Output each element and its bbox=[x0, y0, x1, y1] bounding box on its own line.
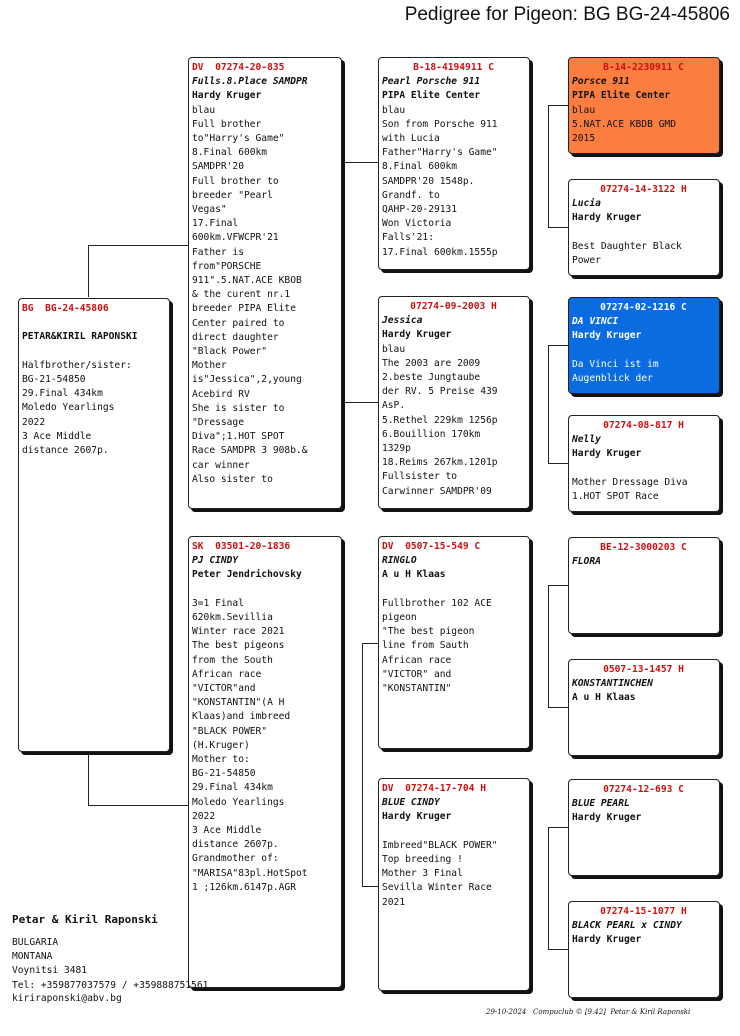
info-line: direct daughter bbox=[192, 331, 279, 343]
connector-line bbox=[548, 585, 549, 707]
info-line: Center paired to bbox=[192, 317, 285, 329]
breeder-name: A u H Klaas bbox=[382, 569, 446, 581]
sire-sire-dam-card[interactable] bbox=[568, 179, 720, 276]
info-line: Fullbrother 102 ACE bbox=[382, 597, 492, 609]
pigeon-name: RINGLO bbox=[382, 555, 417, 567]
pigeon-name: FLORA bbox=[572, 556, 601, 568]
info-line: 1 ;126km.6147p.AGR bbox=[192, 881, 296, 893]
info-line: breeder "Pearl bbox=[192, 189, 273, 201]
connector-line bbox=[342, 162, 343, 402]
info-line: (H.Kruger) bbox=[192, 739, 250, 751]
breeder-name: Hardy Kruger bbox=[572, 330, 642, 342]
connector-line bbox=[362, 643, 363, 886]
info-line: distance 2607p. bbox=[192, 839, 279, 851]
info-line: African race bbox=[382, 654, 452, 666]
pigeon-name: BLUE CINDY bbox=[382, 797, 440, 809]
info-line: Fullsister to bbox=[382, 471, 458, 483]
info-line: Best Daughter Black bbox=[572, 240, 682, 252]
info-line: "Dressage bbox=[192, 417, 244, 429]
pigeon-name: KONSTANTINCHEN bbox=[572, 678, 653, 690]
connector-line bbox=[548, 585, 568, 586]
info-line: 620km.Sevillia bbox=[192, 612, 273, 623]
ring-number: 07274-09-2003 H bbox=[410, 301, 497, 312]
info-line: Moledo Yearlings bbox=[22, 402, 115, 414]
info-line: 6.Bouillion 170km bbox=[382, 428, 481, 440]
address-line: BULGARIA bbox=[12, 937, 59, 948]
connector-line bbox=[548, 707, 568, 708]
info-line: Augenblick der bbox=[572, 373, 653, 384]
info-line bbox=[192, 583, 337, 597]
info-line: Power bbox=[572, 255, 601, 266]
info-line: 8.Final 600km bbox=[382, 161, 458, 173]
info-line: with Lucia bbox=[382, 133, 440, 145]
info-line: 1.HOT SPOT Race bbox=[572, 491, 659, 502]
info-line: Father is bbox=[192, 246, 244, 258]
connector-line bbox=[548, 827, 568, 828]
dam-dam-dam-card[interactable] bbox=[568, 901, 720, 998]
breeder-name: Peter Jendrichovsky bbox=[192, 569, 302, 581]
pigeon-name: DA VINCI bbox=[572, 316, 619, 328]
breeder-name: Hardy Kruger bbox=[572, 934, 642, 946]
info-line: 1329p bbox=[382, 443, 411, 455]
connector-line bbox=[548, 227, 568, 228]
info-line: Mother 3 Final bbox=[382, 868, 463, 880]
info-line: & the curent nr.1 bbox=[192, 289, 291, 301]
info-line: Moledo Yearlings bbox=[192, 796, 285, 808]
info-line: 5.Rethel 229km 1256p bbox=[382, 414, 498, 426]
info-line: BG-21-54850 bbox=[22, 373, 86, 385]
info-line: Grandmother of: bbox=[192, 853, 279, 865]
dam-card[interactable] bbox=[188, 536, 342, 988]
info-line: Imbreed"BLACK POWER" bbox=[382, 839, 498, 851]
info-line: "BLACK POWER" bbox=[192, 725, 268, 737]
info-line: is"Jessica",2,young bbox=[192, 374, 302, 386]
info-line: Father"Harry's Game" bbox=[382, 147, 498, 159]
connector-line bbox=[548, 827, 549, 949]
info-line: Falls'21: bbox=[382, 232, 434, 244]
connector-line bbox=[548, 105, 568, 106]
dam-sire-card[interactable] bbox=[378, 536, 530, 749]
connector-line bbox=[548, 345, 568, 346]
info-line: African race bbox=[192, 668, 262, 680]
info-line: to"Harry's Game" bbox=[192, 133, 285, 145]
info-line bbox=[382, 583, 525, 597]
info-line: 3 Ace Middle bbox=[22, 430, 92, 442]
ring-number: 07274-12-693 C bbox=[603, 784, 684, 795]
connector-line bbox=[342, 402, 378, 403]
connector-line bbox=[548, 105, 549, 227]
info-line: Klaas)and imbreed bbox=[192, 711, 291, 723]
breeder-name: Hardy Kruger bbox=[572, 212, 642, 224]
connector-line bbox=[548, 949, 568, 950]
breeder-name: Hardy Kruger bbox=[382, 811, 452, 823]
ring-number: 07274-14-3122 H bbox=[600, 184, 687, 195]
info-line: 2021 bbox=[382, 896, 406, 908]
info-line: 2022 bbox=[192, 810, 216, 822]
info-line: "KONSTANTIN" bbox=[382, 683, 452, 695]
pigeon-name: PJ CINDY bbox=[192, 555, 239, 567]
info-line bbox=[572, 344, 715, 358]
connector-line bbox=[88, 805, 188, 806]
info-line: "MARISA"83pl.HotSpot bbox=[192, 867, 308, 879]
info-line: Race SAMDPR 3 908b.& bbox=[192, 445, 308, 457]
info-line: Halfbrother/sister: bbox=[22, 359, 132, 371]
info-line: blau bbox=[382, 104, 406, 116]
info-line: distance 2607p. bbox=[22, 445, 109, 456]
info-line: 2.beste Jungtaube bbox=[382, 372, 481, 384]
info-line: Carwinner SAMDPR'09 bbox=[382, 485, 492, 497]
dam-sire-dam-card[interactable] bbox=[568, 659, 720, 756]
ring-number: B-14-2230911 C bbox=[603, 62, 684, 73]
info-line: SAMDPR'20 1548p. bbox=[382, 175, 475, 187]
info-line: Diva";1.HOT SPOT bbox=[192, 431, 285, 443]
info-line: 2022 bbox=[22, 416, 46, 428]
info-line: 2015 bbox=[572, 133, 596, 145]
ring-number: SK 03501-20-1836 bbox=[192, 541, 291, 552]
info-line: Mother to: bbox=[192, 754, 250, 766]
address-line: Voynitsi 3481 bbox=[12, 965, 88, 977]
info-line: "KONSTANTIN"(A H bbox=[192, 697, 285, 709]
breeder-name: PIPA Elite Center bbox=[572, 90, 671, 102]
pigeon-name: Lucia bbox=[572, 198, 601, 210]
info-line: 600km.VFWCPR'21 bbox=[192, 232, 279, 244]
info-line: Mother bbox=[192, 360, 227, 372]
pigeon-name: Fulls.8.Place SAMDPR bbox=[192, 76, 308, 88]
info-line: pigeon bbox=[382, 612, 417, 623]
subject-pigeon-card[interactable] bbox=[18, 298, 170, 752]
phone-line: Tel: +359877037579 / +359888751561 bbox=[12, 979, 209, 991]
ring-number: DV 0507-15-549 C bbox=[382, 541, 481, 552]
info-line bbox=[572, 462, 715, 476]
breeder-name: Hardy Kruger bbox=[382, 329, 452, 341]
info-line: 17.Final bbox=[192, 218, 239, 230]
info-line: 3=1 Final bbox=[192, 597, 244, 609]
info-line: from"PORSCHE bbox=[192, 260, 262, 272]
breeder-name: Hardy Kruger bbox=[572, 812, 642, 824]
info-line: blau bbox=[572, 104, 596, 116]
info-line: The best pigeons bbox=[192, 640, 285, 652]
info-line: 17.Final 600km.1555p bbox=[382, 246, 498, 258]
info-line: Also sister to bbox=[192, 473, 273, 485]
ring-number: B-18-4194911 C bbox=[413, 62, 494, 73]
sire-sire-sire-card[interactable] bbox=[568, 57, 720, 154]
info-line: Grandf. to bbox=[382, 189, 440, 201]
pigeon-name: Nelly bbox=[572, 434, 601, 446]
connector-line bbox=[548, 345, 549, 463]
owner-name: Petar & Kiril Raponski bbox=[12, 913, 158, 926]
info-line: blau bbox=[382, 343, 406, 355]
info-line: 3 Ace Middle bbox=[192, 825, 262, 837]
info-line: AsP. bbox=[382, 400, 406, 412]
breeder-name: A u H Klaas bbox=[572, 692, 636, 704]
pigeon-name: Porsce 911 bbox=[572, 76, 630, 88]
sire-dam-dam-card[interactable] bbox=[568, 415, 720, 512]
address-line: MONTANA bbox=[12, 951, 53, 963]
ring-number: BG BG-24-45806 bbox=[22, 303, 109, 314]
info-line bbox=[382, 825, 525, 839]
info-line: breeder PIPA Elite bbox=[192, 303, 296, 315]
info-line: car winner bbox=[192, 459, 250, 471]
info-line: Da Vinci ist im bbox=[572, 358, 659, 370]
breeder-name: PIPA Elite Center bbox=[382, 90, 481, 102]
connector-line bbox=[362, 886, 378, 887]
connector-line bbox=[88, 752, 89, 805]
info-line: Son from Porsche 911 bbox=[382, 118, 498, 130]
pigeon-name: Pearl Porsche 911 bbox=[382, 76, 481, 88]
info-line: Full brother to bbox=[192, 175, 279, 187]
info-line: from the South bbox=[192, 654, 273, 666]
info-line: BG-21-54850 bbox=[192, 768, 256, 780]
info-line: She is sister to bbox=[192, 402, 285, 414]
pigeon-name: Jessica bbox=[382, 315, 423, 327]
breeder-name: Hardy Kruger bbox=[572, 448, 642, 460]
ring-number: 07274-08-817 H bbox=[603, 420, 684, 431]
info-line: Top breeding ! bbox=[382, 854, 463, 865]
info-line: Vegas" bbox=[192, 204, 227, 216]
connector-line bbox=[88, 245, 89, 297]
pigeon-name: BLUE PEARL bbox=[572, 798, 630, 810]
sire-dam-sire-card[interactable] bbox=[568, 297, 720, 394]
info-line: blau bbox=[192, 104, 216, 116]
info-line: Sevilla Winter Race bbox=[382, 882, 492, 894]
info-line: Mother Dressage Diva bbox=[572, 476, 688, 488]
info-line: der RV. 5 Preise 439 bbox=[382, 386, 498, 398]
connector-line bbox=[88, 245, 188, 246]
ring-number: 07274-15-1077 H bbox=[600, 906, 687, 917]
info-line bbox=[22, 316, 165, 330]
info-line: SAMDPR'20 bbox=[192, 161, 244, 173]
owner-address bbox=[12, 936, 208, 993]
dam-dam-card[interactable] bbox=[378, 778, 530, 991]
info-line: 5.NAT.ACE KBDB GMD bbox=[572, 118, 676, 130]
info-line: 911".5.NAT.ACE KBOB bbox=[192, 275, 302, 287]
info-line: Won Victoria bbox=[382, 218, 452, 230]
info-line: PETAR&KIRIL RAPONSKI bbox=[22, 331, 138, 343]
owner-email[interactable]: kiriraponski@abv.bg bbox=[12, 993, 122, 1004]
info-line: "Black Power" bbox=[192, 346, 268, 358]
sire-card[interactable] bbox=[188, 57, 342, 509]
info-line: The 2003 are 2009 bbox=[382, 357, 481, 369]
dam-dam-sire-card[interactable] bbox=[568, 779, 720, 876]
sire-dam-card[interactable] bbox=[378, 296, 530, 509]
breeder-name: Hardy Kruger bbox=[192, 90, 262, 102]
ring-number: BE-12-3000203 C bbox=[600, 542, 687, 553]
info-line bbox=[22, 345, 165, 359]
info-line: "The best pigeon bbox=[382, 626, 475, 638]
connector-line bbox=[362, 643, 378, 644]
info-line: "VICTOR" and bbox=[382, 668, 452, 680]
ring-number: 0507-13-1457 H bbox=[603, 664, 684, 675]
dam-sire-sire-card[interactable] bbox=[568, 537, 720, 634]
info-line: 18.Reims 267km.1201p bbox=[382, 457, 498, 469]
ring-number: DV 07274-20-835 bbox=[192, 62, 285, 73]
info-line: Full brother bbox=[192, 118, 262, 130]
info-line: Acebird RV bbox=[192, 388, 250, 400]
info-line: 29.Final 434km bbox=[22, 388, 103, 400]
sire-sire-card[interactable] bbox=[378, 57, 530, 270]
info-line: line from Sauth bbox=[382, 640, 469, 652]
info-line: "VICTOR"and bbox=[192, 683, 256, 695]
pigeon-name: BLACK PEARL x CINDY bbox=[572, 920, 682, 932]
page-title: Pedigree for Pigeon: BG BG-24-45806 bbox=[404, 4, 730, 25]
ring-number: DV 07274-17-704 H bbox=[382, 783, 486, 794]
connector-line bbox=[342, 162, 378, 163]
print-info: 29-10-2024 Compuclub © [9.42] Petar & Kiril Raponski bbox=[486, 1008, 691, 1016]
info-line: 8.Final 600km bbox=[192, 147, 268, 159]
ring-number: 07274-02-1216 C bbox=[600, 302, 687, 313]
info-line: 29.Final 434km bbox=[192, 782, 273, 794]
connector-line bbox=[548, 463, 568, 464]
info-line: Winter race 2021 bbox=[192, 626, 285, 638]
info-line bbox=[572, 226, 715, 240]
info-line: QAHP-20-29131 bbox=[382, 204, 458, 216]
